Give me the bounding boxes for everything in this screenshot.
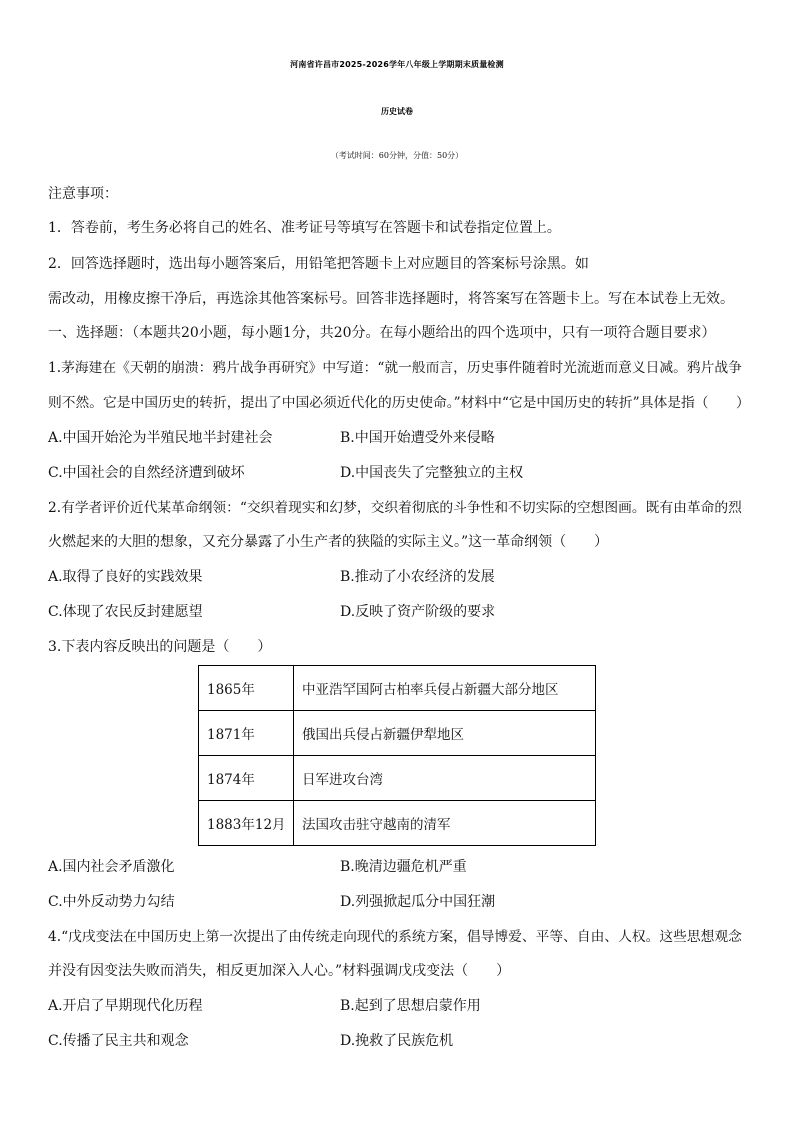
option-d: D.列强掀起瓜分中国狂潮 [340,894,496,910]
option-c: C.体现了农民反封建愿望 [48,604,203,620]
option-b: B.晚清边疆危机严重 [340,859,467,875]
table-cell-event: 俄国出兵侵占新疆伊犁地区 [294,711,596,756]
table-row [199,666,596,711]
table-cell-event: 法国攻击驻守越南的清军 [294,801,596,846]
option-c: C.中外反动势力勾结 [48,894,175,910]
exam-title: 河南省许昌市2025-2026学年八年级上学期期末质量检测 [290,60,504,69]
option-a: A.开启了早期现代化历程 [48,998,203,1014]
option-a: A.取得了良好的实践效果 [48,569,203,585]
exam-info: （考试时间：60分钟，分值：50分） [330,151,464,160]
note-line: 需改动，用橡皮擦干净后，再选涂其他答案标号。回答非选择题时，将答案写在答题卡上。写在本试卷上无效。 [48,291,734,307]
question-text: 火燃起来的大胆的想象，又充分暴露了小生产者的狭隘的实际主义。”这一革命纲领（ ） [48,534,609,550]
option-d: D.挽救了民族危机 [340,1033,454,1049]
table-cell-event: 中亚浩罕国阿古柏率兵侵占新疆大部分地区 [294,666,596,711]
table-cell-year: 1874年 [199,756,294,801]
option-a: A.中国开始沦为半殖民地半封建社会 [48,430,273,446]
section-heading: 一、选择题：（本题共20小题，每小题1分，共20分。在每小题给出的四个选项中，只有一项符合题目要求） [48,325,716,341]
question-text: 2.有学者评价近代某革命纲领：“交织着现实和幻梦，交织着彻底的斗争性和不切实际的空想图画。既有由革命的烈 [48,500,742,516]
note-line: 1．答卷前，考生务必将自己的姓名、准考证号等填写在答题卡和试卷指定位置上。 [48,220,561,236]
table-row [199,756,596,801]
question-text: 并没有因变法失败而消失，相反更加深入人心。”材料强调戊戌变法（ ） [48,963,511,979]
table-cell-event: 日军进攻台湾 [294,756,596,801]
question-text: 则不然。它是中国历史的转折，提出了中国必须近代化的历史使命。”材料中“它是中国历史的转折”具体是指（ ） [48,395,750,411]
option-c: C.传播了民主共和观念 [48,1033,189,1049]
note-line: 2．回答选择题时，选出每小题答案后，用铅笔把答题卡上对应题目的答案标号涂黑。如 [48,256,589,272]
option-d: D.中国丧失了完整独立的主权 [340,465,524,481]
table-cell-year: 1883年12月 [199,801,294,846]
option-b: B.推动了小农经济的发展 [340,569,495,585]
notes-heading: 注意事项： [48,186,118,202]
table-cell-year: 1871年 [199,711,294,756]
option-b: B.起到了思想启蒙作用 [340,998,481,1014]
events-table [198,665,596,846]
table-row [199,801,596,846]
exam-subject: 历史试卷 [381,107,413,116]
question-text: 1.茅海建在《天朝的崩溃：鸦片战争再研究》中写道：“就一般而言，历史事件随着时光流逝而意义日减。鸦片战争 [48,360,742,376]
table-cell-year: 1865年 [199,666,294,711]
option-d: D.反映了资产阶级的要求 [340,604,496,620]
option-b: B.中国开始遭受外来侵略 [340,430,495,446]
question-text: 4.“戊戌变法在中国历史上第一次提出了由传统走向现代的系统方案，倡导博爱、平等、自由、人权。这些思想观念 [48,929,742,945]
option-c: C.中国社会的自然经济遭到破坏 [48,465,245,481]
option-a: A.国内社会矛盾激化 [48,859,175,875]
question-text: 3.下表内容反映出的问题是（ ） [48,639,272,655]
table-row [199,711,596,756]
